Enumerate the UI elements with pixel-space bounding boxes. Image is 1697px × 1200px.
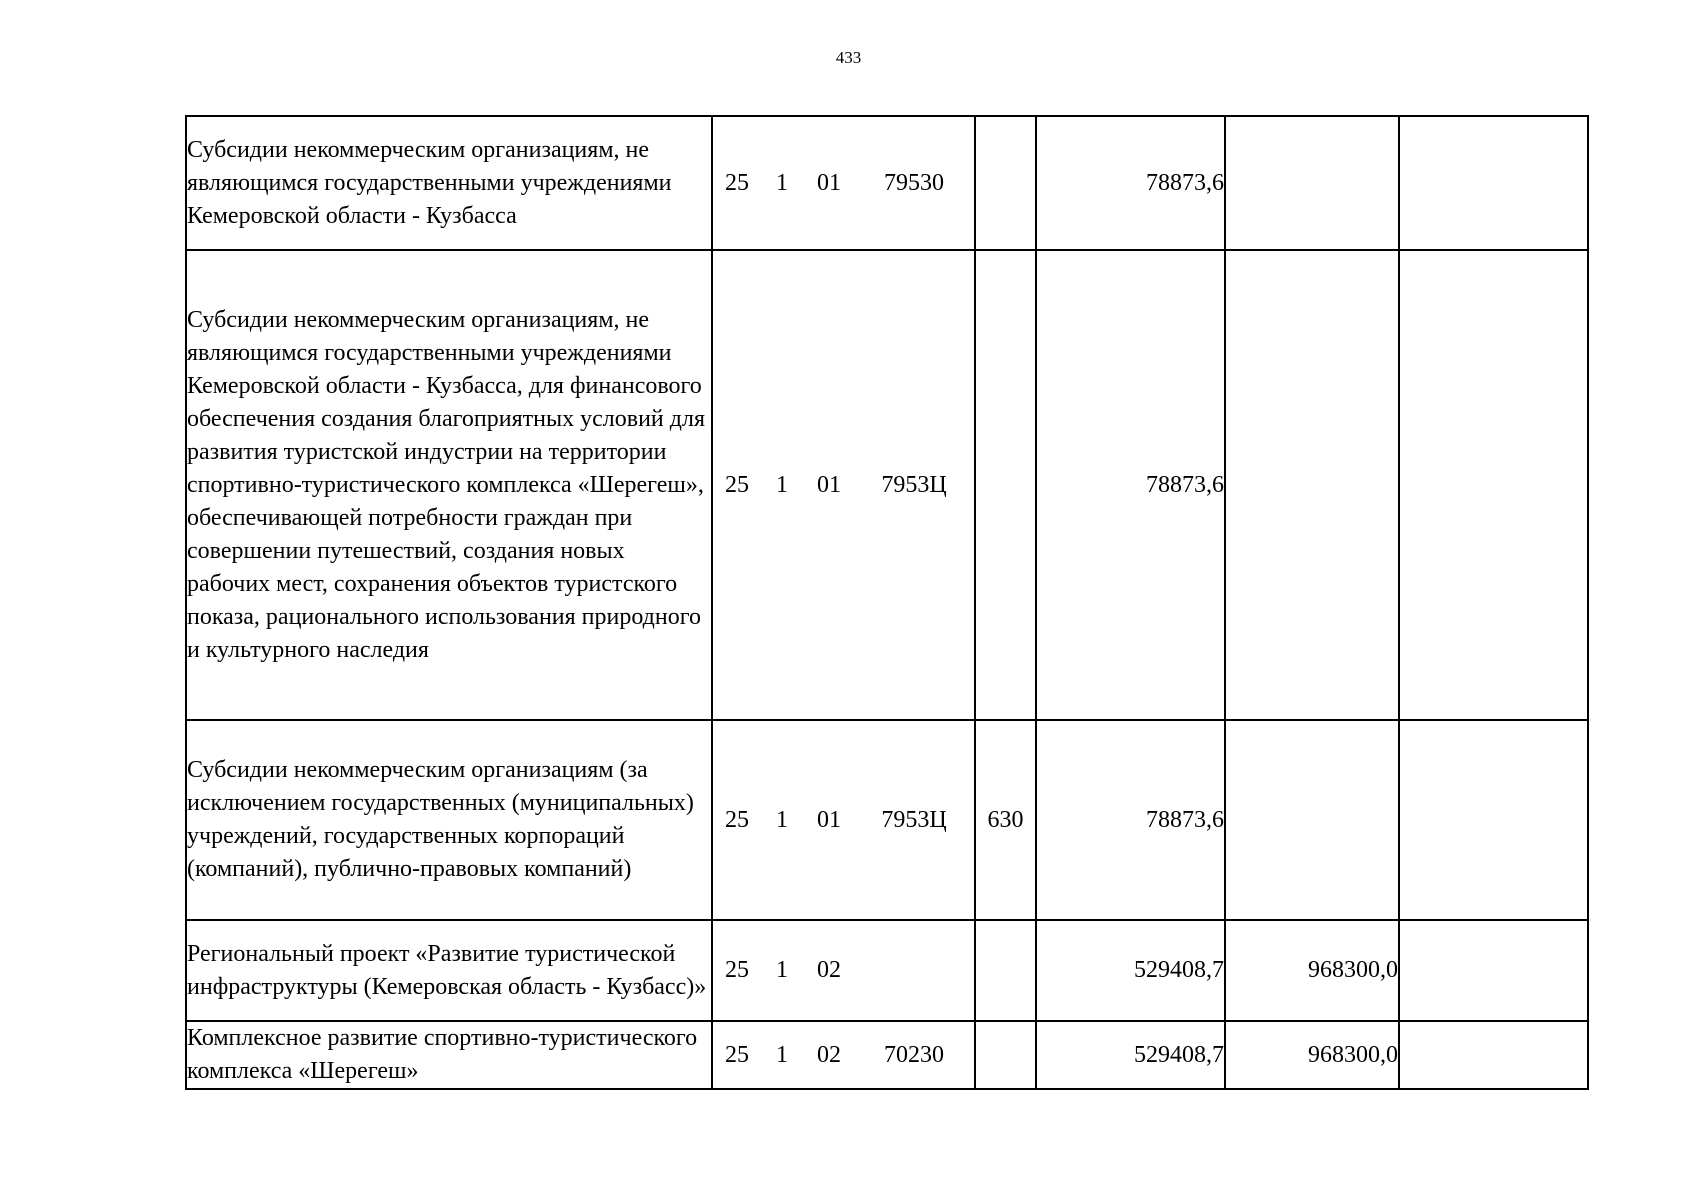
amount-cell-1: 78873,6 [1036, 250, 1225, 720]
code-cell [712, 250, 975, 720]
program-code: 25 [725, 1041, 749, 1068]
amount-cell-2 [1225, 250, 1399, 720]
measure-code: 01 [817, 169, 841, 196]
amount-cell-1: 529408,7 [1036, 1021, 1225, 1089]
subprogram-code: 1 [776, 957, 788, 983]
subprogram-code: 1 [776, 169, 788, 196]
code-cell [712, 116, 975, 250]
expense-type-cell [975, 920, 1036, 1021]
expense-direction-code: 79530 [884, 169, 944, 196]
row-name-cell: Региональный проект «Развитие туристической инфраструктуры (Кемеровская область - Кузбасс)» [186, 920, 712, 1021]
subprogram-code: 1 [776, 1041, 788, 1068]
table-row [186, 250, 1588, 720]
program-code: 25 [725, 471, 749, 498]
row-name-cell: Комплексное развитие спортивно-туристического комплекса «Шерегеш» [186, 1021, 712, 1089]
expense-type-cell [975, 1021, 1036, 1089]
code-cell [712, 1021, 975, 1089]
amount-cell-1: 529408,7 [1036, 920, 1225, 1021]
budget-table [185, 115, 1589, 1090]
program-code: 25 [725, 957, 749, 983]
amount-cell-3 [1399, 720, 1588, 920]
expense-type-cell: 630 [975, 720, 1036, 920]
subprogram-code: 1 [776, 806, 788, 833]
subprogram-code: 1 [776, 471, 788, 498]
table-row [186, 1021, 1588, 1089]
amount-cell-2: 968300,0 [1225, 920, 1399, 1021]
measure-code: 02 [817, 957, 841, 983]
amount-cell-3 [1399, 920, 1588, 1021]
expense-direction-code: 70230 [884, 1041, 944, 1068]
measure-code: 01 [817, 471, 841, 498]
measure-code: 02 [817, 1041, 841, 1068]
row-name-cell: Субсидии некоммерческим организациям, не являющимся государственными учреждениями Кемеровской области - Кузбасса, для финансового обеспечения создания благоприятных условий для развития туристской индустрии на территории спортивно-туристического комплекса «Шерегеш», обеспечивающей потребности граждан при совершении путешествий, создания новых рабочих мест, сохранения объектов туристского показа, рационального использования природного и культурного наследия [186, 250, 712, 720]
amount-cell-1: 78873,6 [1036, 720, 1225, 920]
table-row [186, 720, 1588, 920]
table-row [186, 116, 1588, 250]
code-cell [712, 720, 975, 920]
row-name-cell: Субсидии некоммерческим организациям (за исключением государственных (муниципальных) учреждений, государственных корпораций (компаний), публично-правовых компаний) [186, 720, 712, 920]
expense-type-cell [975, 116, 1036, 250]
code-cell [712, 920, 975, 1021]
page-number: 433 [835, 48, 862, 67]
amount-cell-2 [1225, 720, 1399, 920]
program-code: 25 [725, 806, 749, 833]
amount-cell-3 [1399, 1021, 1588, 1089]
amount-cell-1: 78873,6 [1036, 116, 1225, 250]
measure-code: 01 [817, 806, 841, 833]
expense-direction-code: 7953Ц [881, 806, 947, 833]
table-row [186, 920, 1588, 1021]
expense-direction-code: 7953Ц [881, 471, 947, 498]
amount-cell-3 [1399, 116, 1588, 250]
amount-cell-3 [1399, 250, 1588, 720]
program-code: 25 [725, 169, 749, 196]
amount-cell-2: 968300,0 [1225, 1021, 1399, 1089]
row-name-cell: Субсидии некоммерческим организациям, не являющимся государственными учреждениями Кемеровской области - Кузбасса [186, 116, 712, 250]
amount-cell-2 [1225, 116, 1399, 250]
expense-type-cell [975, 250, 1036, 720]
